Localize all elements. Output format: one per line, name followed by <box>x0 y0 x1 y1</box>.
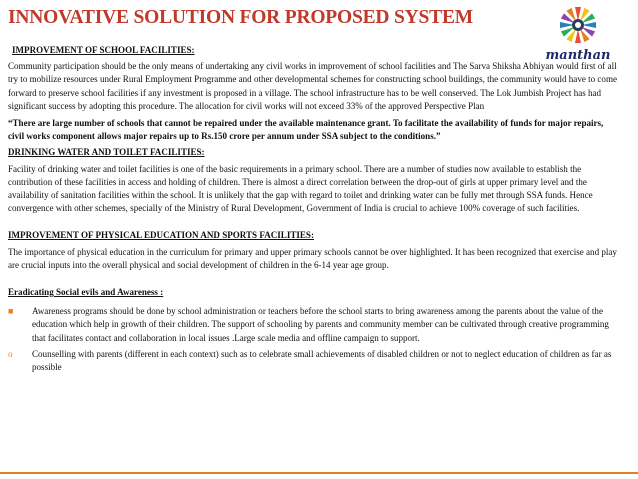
paragraph-drinking-water: Facility of drinking water and toilet facilities is one of the basic requirements in a primary school. There are a number of studies now available to establish the contribution of these facilities in access and holding of children. There is almost a direct correlation between the drop-out of girls at upper primary level and the availability of sanitation facilities within the school. It is unlikely that the gap with regard to toilet and drinking water can be fully met through SSA funds. Hence convergence with other schemes, specially of the Ministry of Rural Development, Government of India is crucial to achieve 100% coverage of such facilities. <box>8 163 593 214</box>
slide-title: INNOVATIVE SOLUTION FOR PROPOSED SYSTEM <box>8 7 473 28</box>
quote-maintenance-grant: “There are large number of schools that cannot be repaired under the available maintenance grant. To facilitate the availability of funds for major repairs, civil works component allows major repairs up to Rs.150 crore per annum under SSA subject to the conditions.” <box>8 118 604 142</box>
paragraph-school-facilities: Community participation should be the only means of undertaking any civil works in improvement of school facilities and The Sarva Shiksha Abhiyan would first of all try to mobilize resources under Rural Employment Programme and other developmental schemes for constructing school buildings, the community would have to come forward to preserve school facilities if any investment is proposed in a village. The school infrastructure has to be well conserved. The Lok Jumbish Project has had significant success by adopting this procedure. The allocation for civil works will not exceed 33% of the approved Perspective Plan <box>8 61 618 111</box>
heading-social-evils: Eradicating Social evils and Awareness : <box>8 287 164 298</box>
list-item <box>8 348 618 374</box>
heading-school-facilities: IMPROVEMENT OF SCHOOL FACILITIES: <box>12 45 195 55</box>
heading-physical-education: IMPROVEMENT OF PHYSICAL EDUCATION AND SPORTS FACILITIES: <box>8 230 314 241</box>
heading-drinking-water: DRINKING WATER AND TOILET FACILITIES: <box>8 147 205 158</box>
logo-text: manthan <box>545 48 611 63</box>
content <box>8 44 618 374</box>
circle-bullet-icon: o <box>8 348 13 359</box>
footer-rule <box>0 472 638 474</box>
bullet-counselling-parents: Counselling with parents (different in each context) such as to celebrate small achievements of disabled children or not to neglect education of children as far as possible <box>32 348 612 373</box>
square-bullet-icon: ■ <box>8 306 14 317</box>
list-item <box>8 305 618 345</box>
paragraph-physical-education: The importance of physical education in the curriculum for primary and upper primary schools cannot be over highlighted. It has been recognized that exercise and play are crucial inputs into the overall physical and social development of children in the 6-14 year age group. <box>8 246 617 270</box>
bullet-awareness-programs: Awareness programs should be done by school administration or teachers before the school starts to bring awareness among the parents about the value of the education which help in growth of their children. The support of schooling by parents and community member can be cultivated through creative programming that facilitates contact and collaboration in local issues .Large scale media and offline campaign to support. <box>32 306 609 343</box>
